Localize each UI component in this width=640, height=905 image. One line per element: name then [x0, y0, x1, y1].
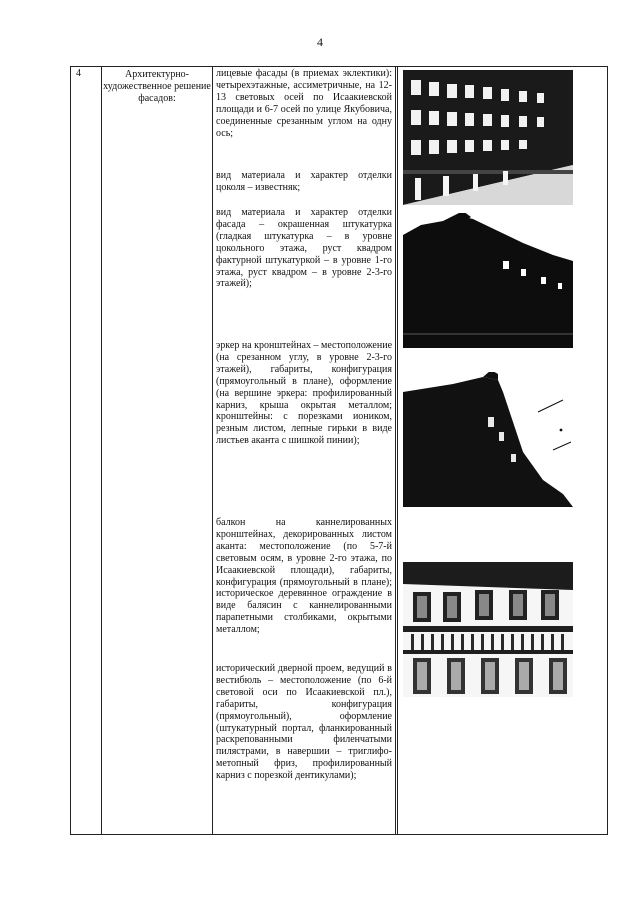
- facade-photo-icon: [403, 70, 573, 205]
- balcony-photo-icon: [403, 562, 573, 697]
- description-paragraph: лицевые фасады (в приемах эклектики): четырехэтажные, ассиметричные, на 12-13 световых осей по Исаакиевской площади и 6-7 осей по улице Якубовича, соединенные срезанным углом на одну ось;: [216, 68, 392, 139]
- monument-table: [70, 66, 608, 835]
- description-paragraph: исторический дверной проем, ведущий в вестибюль – местоположение (по 6-й световой оси по Исаакиевской пл.), габариты, конфигурация (прямоугольный), оформление (штукатурный портал, фланкированный раскрепованными филенчатыми пилястрами, в навершии – триглифо-метопный фриз, профилированный карниз с порезкой дентикулами);: [216, 663, 392, 782]
- upper-facade-photo-icon: [403, 213, 573, 348]
- column-divider: [101, 67, 102, 834]
- column-divider: [212, 67, 213, 834]
- row-title: Архитектурно-художественное решение фасадов:: [103, 69, 211, 104]
- bay-window-photo-icon: [403, 372, 573, 507]
- description-paragraph: вид материала и характер отделки цоколя – известняк;: [216, 170, 392, 193]
- description-paragraph: балкон на каннелированных кронштейнах, декорированных листом аканта: местоположение (по 5-7-й световым осям, в уровне 2-го этажа, по Исаакиевской площади), габариты, конфигурация (прямоугольный в плане); историческое деревянное ограждение в виде балясин с каннелированными парапетными столбиками, окрытыми металлом;: [216, 517, 392, 636]
- row-number: 4: [76, 68, 81, 79]
- page-number: 4: [317, 35, 323, 49]
- description-paragraph: вид материала и характер отделки фасада – окрашенная штукатурка (гладкая штукатурка – в уровне цокольного этажа, руст квадром фактурной штукатуркой – в уровне 1-го этажа, руст квадром – в уровне 2-3-го этажей);: [216, 207, 392, 290]
- column-divider: [397, 67, 398, 834]
- column-divider: [395, 67, 396, 834]
- description-paragraph: эркер на кронштейнах – местоположение (на срезанном углу, в уровне 2-3-го этажей), габариты, конфигурация (прямоугольный в плане), оформление (на вершине эркера: профилированный карниз, крыша окрытая металлом; кронштейны: с порезками иоником, резным листом, лепные гирьки в виде листьев аканта с шишкой пинии);: [216, 340, 393, 447]
